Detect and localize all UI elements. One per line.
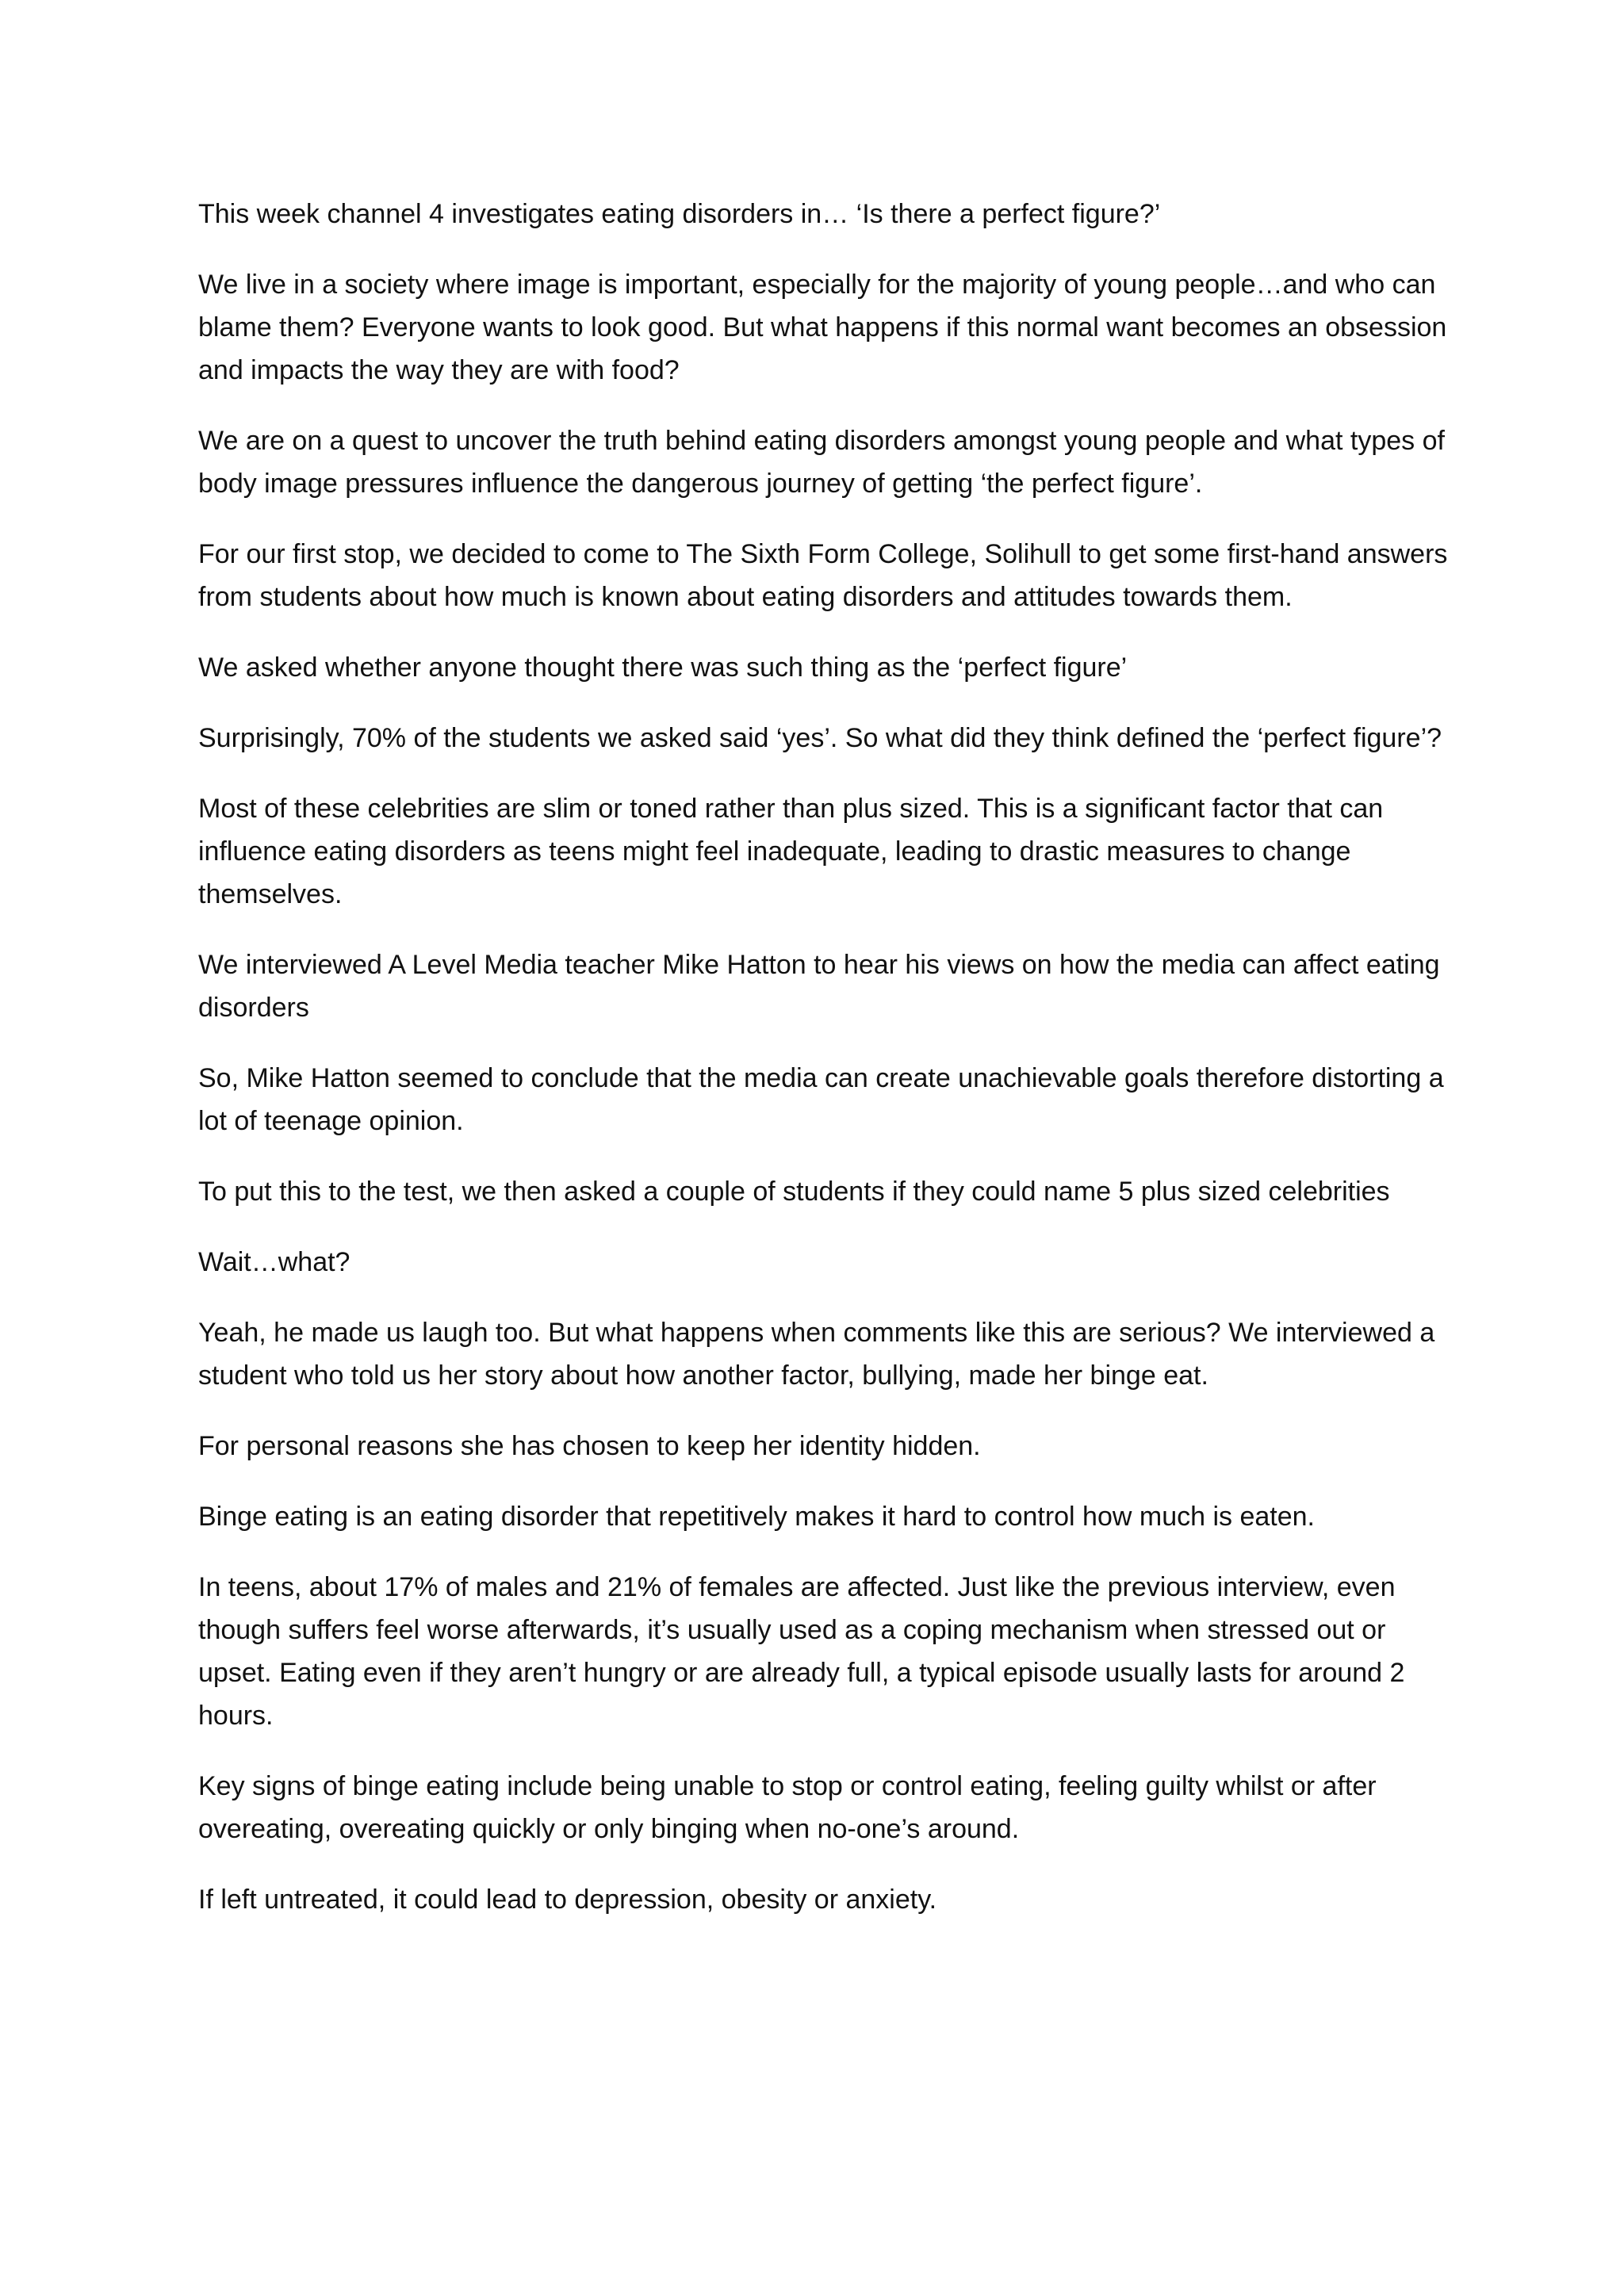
paragraph-first-stop: For our first stop, we decided to come to The Sixth Form College, Solihull to get some first-hand answers from students about how much is known about eating disorders and attitudes towards them. (198, 539, 1448, 612)
paragraph-key-signs: Key signs of binge eating include being unable to stop or control eating, feeling guilty whilst or after overeating, overeating quickly or only binging when no-one’s around. (198, 1771, 1377, 1844)
paragraph-interview-teacher: We interviewed A Level Media teacher Mike Hatton to hear his views on how the media can affect eating disorders (198, 950, 1440, 1023)
paragraph-untreated: If left untreated, it could lead to depression, obesity or anxiety. (198, 1885, 937, 1915)
paragraph-wait: Wait…what? (198, 1247, 350, 1277)
paragraph-identity: For personal reasons she has chosen to keep her identity hidden. (198, 1431, 981, 1461)
paragraph-student-story: Yeah, he made us laugh too. But what happens when comments like this are serious? We interviewed a student who told us her story about how another factor, bullying, made her binge eat. (198, 1318, 1435, 1391)
paragraph-society-image: We live in a society where image is important, especially for the majority of young people…and who can blame them? Everyone wants to look good. But what happens if this normal want becomes an obsession and impacts the way they are with food? (198, 270, 1447, 385)
paragraph-intro: This week channel 4 investigates eating disorders in… ‘Is there a perfect figure?’ (198, 199, 1161, 229)
paragraph-statistics: In teens, about 17% of males and 21% of females are affected. Just like the previous interview, even though suffers feel worse afterwards, it’s usually used as a coping mechanism when stressed out or upset. Eating even if they aren’t hungry or are already full, a typical episode usually lasts for around 2 hours. (198, 1572, 1405, 1731)
document-body (198, 193, 1451, 1949)
paragraph-question: We asked whether anyone thought there was such thing as the ‘perfect figure’ (198, 652, 1128, 683)
paragraph-binge-definition: Binge eating is an eating disorder that repetitively makes it hard to control how much is eaten. (198, 1502, 1315, 1532)
paragraph-celebrities: Most of these celebrities are slim or toned rather than plus sized. This is a significant factor that can influence eating disorders as teens might feel inadequate, leading to drastic measures to change themselves. (198, 794, 1384, 909)
paragraph-conclusion: So, Mike Hatton seemed to conclude that the media can create unachievable goals therefore distorting a lot of teenage opinion. (198, 1063, 1444, 1136)
paragraph-survey-result: Surprisingly, 70% of the students we asked said ‘yes’. So what did they think defined the ‘perfect figure’? (198, 723, 1442, 753)
paragraph-quest: We are on a quest to uncover the truth behind eating disorders amongst young people and what types of body image pressures influence the dangerous journey of getting ‘the perfect figure’. (198, 426, 1445, 499)
paragraph-test: To put this to the test, we then asked a couple of students if they could name 5 plus sized celebrities (198, 1177, 1390, 1207)
